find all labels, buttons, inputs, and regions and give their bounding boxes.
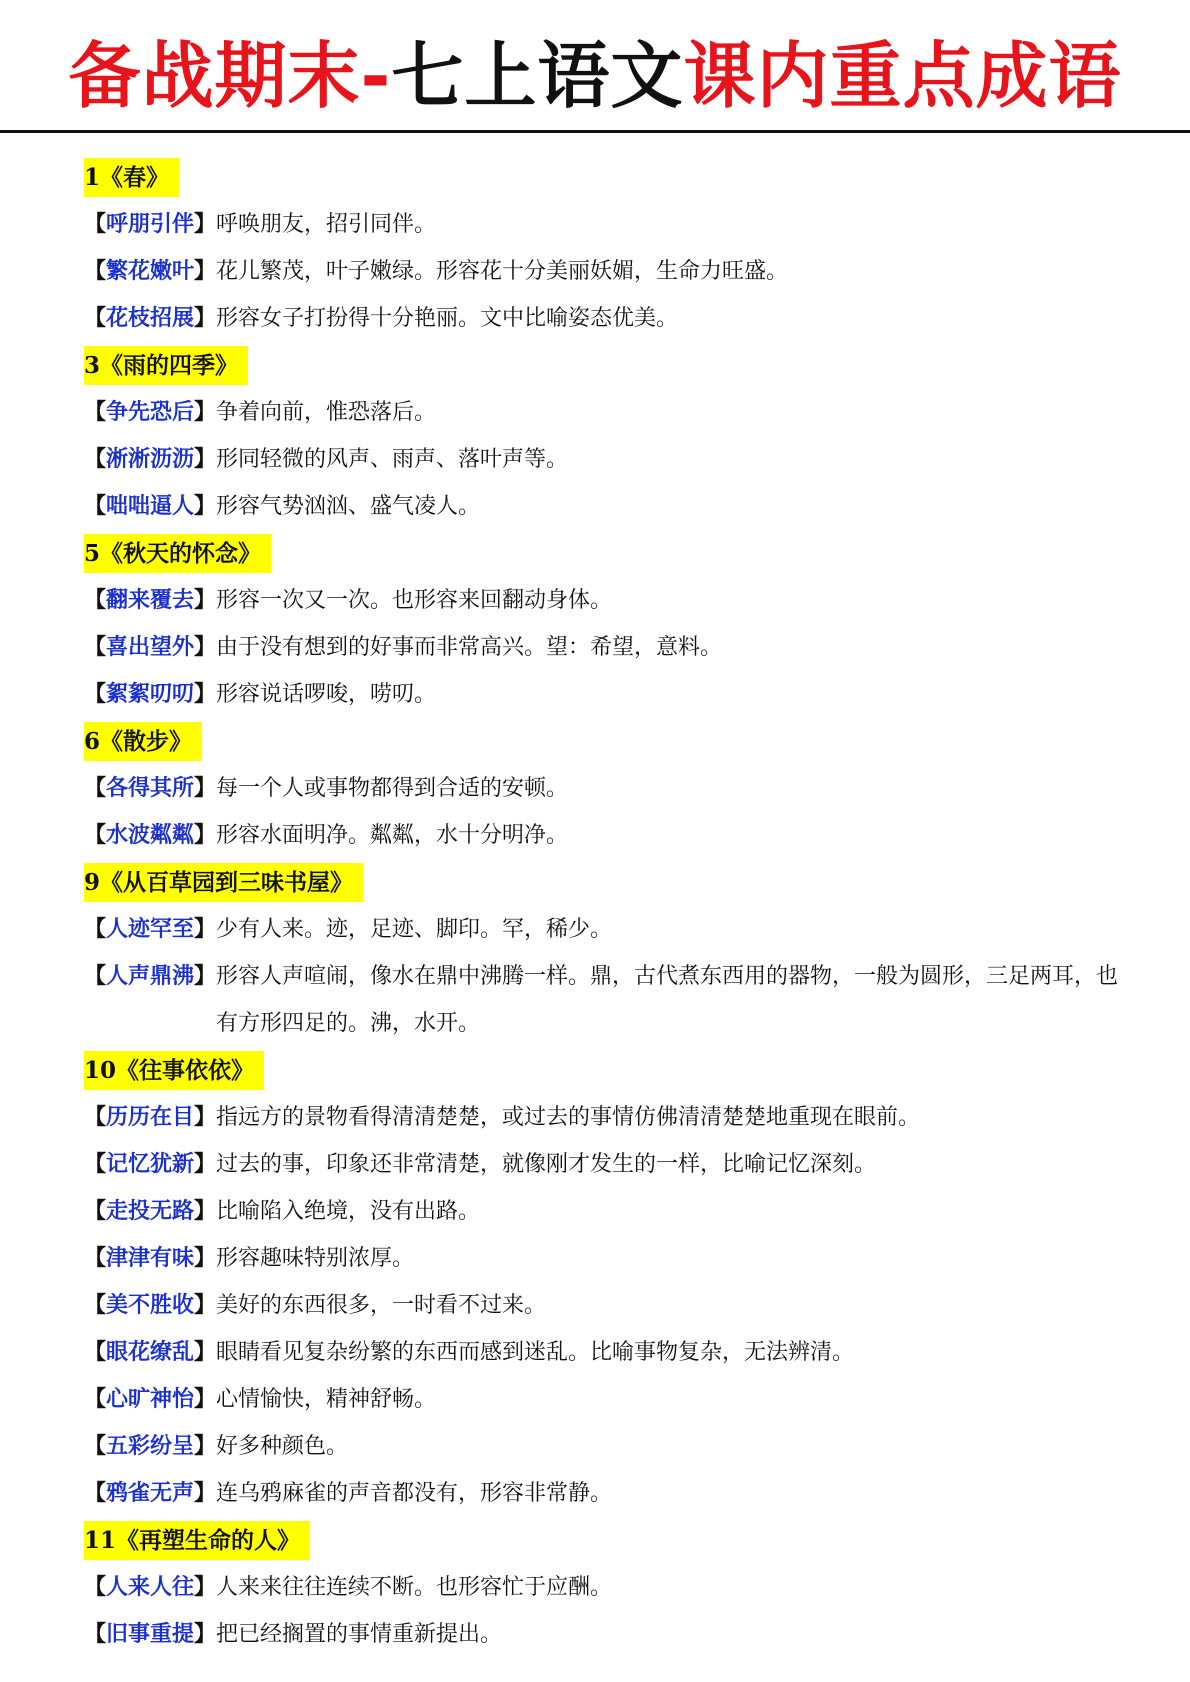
lesson-heading-label: 11《再塑生命的人》 [84, 1521, 310, 1560]
idiom-entry [84, 1235, 1124, 1282]
idiom-entry [84, 436, 1124, 483]
idiom-entry [84, 1282, 1124, 1329]
idiom-term [84, 1376, 216, 1423]
right-bracket: 】 [194, 1481, 217, 1506]
idiom-definition: 少有人来。迹，足迹、脚印。罕，稀少。 [216, 917, 613, 942]
idiom-definition: 形容气势汹汹、盛气凌人。 [216, 494, 481, 519]
left-bracket: 【 [84, 494, 107, 519]
lesson-heading [84, 342, 1124, 389]
idiom-definition: 把已经搁置的事情重新提出。 [216, 1622, 503, 1647]
right-bracket: 】 [194, 1575, 217, 1600]
idiom-term [84, 1423, 216, 1470]
left-bracket: 【 [84, 964, 107, 989]
idiom-term [84, 1564, 216, 1611]
lesson-heading-label: 5《秋天的怀念》 [84, 534, 271, 573]
idiom-word: 繁花嫩叶 [106, 259, 195, 284]
idiom-definition: 花儿繁茂，叶子嫩绿。形容花十分美丽妖媚，生命力旺盛。 [216, 259, 789, 284]
left-bracket: 【 [84, 1105, 107, 1130]
idiom-definition: 争着向前，惟恐落后。 [216, 400, 437, 425]
idiom-definition: 形容水面明净。粼粼，水十分明净。 [216, 823, 569, 848]
idiom-term [84, 1611, 216, 1658]
idiom-term [84, 906, 216, 953]
right-bracket: 】 [194, 964, 217, 989]
left-bracket: 【 [84, 1293, 107, 1318]
left-bracket: 【 [84, 1152, 107, 1177]
idiom-entry [84, 671, 1124, 718]
lesson-heading-label: 10《往事依依》 [84, 1051, 264, 1090]
idiom-entry [84, 483, 1124, 530]
right-bracket: 】 [194, 588, 217, 613]
idiom-entry [84, 389, 1124, 436]
idiom-term [84, 1094, 216, 1141]
idiom-entry [84, 1376, 1124, 1423]
idiom-entry [84, 765, 1124, 812]
title-part-1: 备战期末- [68, 34, 392, 118]
idiom-term [84, 671, 216, 718]
idiom-word: 美不胜收 [106, 1293, 195, 1318]
idiom-term [84, 765, 216, 812]
idiom-word: 五彩纷呈 [106, 1434, 195, 1459]
idiom-term [84, 577, 216, 624]
idiom-word: 心旷神怡 [106, 1387, 195, 1412]
left-bracket: 【 [84, 400, 107, 425]
idiom-word: 人迹罕至 [106, 917, 195, 942]
idiom-entry [84, 1564, 1124, 1611]
idiom-word: 人声鼎沸 [106, 964, 195, 989]
idiom-term [84, 1235, 216, 1282]
idiom-entry [84, 953, 1124, 1047]
left-bracket: 【 [84, 1575, 107, 1600]
idiom-term [84, 483, 216, 530]
idiom-list [84, 154, 1124, 1658]
idiom-definition: 形容说话啰唆，唠叨。 [216, 682, 437, 707]
idiom-entry [84, 577, 1124, 624]
idiom-entry [84, 201, 1124, 248]
left-bracket: 【 [84, 447, 107, 472]
idiom-term [84, 201, 216, 248]
idiom-term [84, 248, 216, 295]
idiom-entry [84, 906, 1124, 953]
left-bracket: 【 [84, 682, 107, 707]
idiom-definition: 好多种颜色。 [216, 1434, 349, 1459]
idiom-word: 津津有味 [106, 1246, 195, 1271]
idiom-word: 淅淅沥沥 [106, 447, 195, 472]
right-bracket: 】 [194, 776, 217, 801]
idiom-entry [84, 1423, 1124, 1470]
idiom-word: 絮絮叨叨 [106, 682, 195, 707]
right-bracket: 】 [194, 400, 217, 425]
idiom-definition: 形容一次又一次。也形容来回翻动身体。 [216, 588, 613, 613]
idiom-word: 呼朋引伴 [106, 212, 195, 237]
idiom-term [84, 812, 216, 859]
idiom-term [84, 1141, 216, 1188]
left-bracket: 【 [84, 306, 107, 331]
right-bracket: 】 [194, 1246, 217, 1271]
lesson-heading [84, 718, 1124, 765]
idiom-word: 水波粼粼 [106, 823, 195, 848]
left-bracket: 【 [84, 917, 107, 942]
left-bracket: 【 [84, 1434, 107, 1459]
right-bracket: 】 [194, 635, 217, 660]
right-bracket: 】 [194, 447, 217, 472]
lesson-heading-label: 3《雨的四季》 [84, 346, 248, 385]
idiom-term [84, 1470, 216, 1517]
idiom-definition: 比喻陷入绝境，没有出路。 [216, 1199, 481, 1224]
idiom-term [84, 1188, 216, 1235]
idiom-definition: 形容人声喧闹，像水在鼎中沸腾一样。鼎，古代煮东西用的器物，一般为圆形，三足两耳，也有方形四足的。沸，水开。 [216, 964, 1119, 1036]
idiom-entry [84, 248, 1124, 295]
idiom-entry [84, 1329, 1124, 1376]
right-bracket: 】 [194, 917, 217, 942]
idiom-word: 历历在目 [106, 1105, 195, 1130]
right-bracket: 】 [194, 1105, 217, 1130]
title-part-2: 七上语文 [391, 34, 684, 118]
lesson-heading [84, 1517, 1124, 1564]
idiom-definition: 形容趣味特别浓厚。 [216, 1246, 415, 1271]
idiom-term [84, 436, 216, 483]
idiom-definition: 指远方的景物看得清清楚楚，或过去的事情仿佛清清楚楚地重现在眼前。 [216, 1105, 921, 1130]
left-bracket: 【 [84, 1199, 107, 1224]
left-bracket: 【 [84, 259, 107, 284]
left-bracket: 【 [84, 1246, 107, 1271]
idiom-word: 争先恐后 [106, 400, 195, 425]
idiom-definition: 美好的东西很多，一时看不过来。 [216, 1293, 547, 1318]
lesson-heading-label: 1《春》 [84, 158, 179, 197]
idiom-word: 各得其所 [106, 776, 195, 801]
right-bracket: 】 [194, 1152, 217, 1177]
idiom-entry [84, 812, 1124, 859]
right-bracket: 】 [194, 682, 217, 707]
right-bracket: 】 [194, 1387, 217, 1412]
left-bracket: 【 [84, 1622, 107, 1647]
right-bracket: 】 [194, 1622, 217, 1647]
idiom-definition: 人来来往往连续不断。也形容忙于应酬。 [216, 1575, 613, 1600]
left-bracket: 【 [84, 776, 107, 801]
lesson-heading [84, 530, 1124, 577]
right-bracket: 】 [194, 1434, 217, 1459]
right-bracket: 】 [194, 494, 217, 519]
idiom-entry [84, 1611, 1124, 1658]
idiom-entry [84, 1094, 1124, 1141]
idiom-definition: 呼唤朋友，招引同伴。 [216, 212, 437, 237]
idiom-entry [84, 1470, 1124, 1517]
idiom-word: 走投无路 [106, 1199, 195, 1224]
lesson-heading [84, 154, 1124, 201]
idiom-definition: 眼睛看见复杂纷繁的东西而感到迷乱。比喻事物复杂，无法辨清。 [216, 1340, 855, 1365]
idiom-term [84, 389, 216, 436]
idiom-entry [84, 1141, 1124, 1188]
idiom-entry [84, 295, 1124, 342]
idiom-word: 翻来覆去 [106, 588, 195, 613]
idiom-term [84, 1329, 216, 1376]
left-bracket: 【 [84, 588, 107, 613]
title-part-3: 课内重点成语 [683, 34, 1122, 118]
idiom-term [84, 624, 216, 671]
right-bracket: 】 [194, 212, 217, 237]
idiom-definition: 每一个人或事物都得到合适的安顿。 [216, 776, 569, 801]
idiom-entry [84, 1188, 1124, 1235]
idiom-word: 眼花缭乱 [106, 1340, 195, 1365]
lesson-heading [84, 1047, 1124, 1094]
idiom-word: 花枝招展 [106, 306, 195, 331]
lesson-heading-label: 9《从百草园到三味书屋》 [84, 863, 363, 902]
idiom-word: 鸦雀无声 [106, 1481, 195, 1506]
idiom-definition: 形容女子打扮得十分艳丽。文中比喻姿态优美。 [216, 306, 679, 331]
idiom-definition: 连乌鸦麻雀的声音都没有，形容非常静。 [216, 1481, 613, 1506]
left-bracket: 【 [84, 635, 107, 660]
right-bracket: 】 [194, 823, 217, 848]
left-bracket: 【 [84, 1481, 107, 1506]
idiom-term [84, 1282, 216, 1329]
idiom-entry [84, 624, 1124, 671]
idiom-word: 人来人往 [106, 1575, 195, 1600]
title-divider [0, 130, 1190, 133]
idiom-term [84, 953, 216, 1047]
idiom-definition: 心情愉快，精神舒畅。 [216, 1387, 437, 1412]
idiom-term [84, 295, 216, 342]
right-bracket: 】 [194, 259, 217, 284]
idiom-word: 记忆犹新 [106, 1152, 195, 1177]
idiom-definition: 形同轻微的风声、雨声、落叶声等。 [216, 447, 569, 472]
lesson-heading [84, 859, 1124, 906]
right-bracket: 】 [194, 1199, 217, 1224]
idiom-word: 咄咄逼人 [106, 494, 195, 519]
left-bracket: 【 [84, 823, 107, 848]
idiom-definition: 由于没有想到的好事而非常高兴。望：希望，意料。 [216, 635, 723, 660]
idiom-word: 旧事重提 [106, 1622, 195, 1647]
idiom-definition: 过去的事，印象还非常清楚，就像刚才发生的一样，比喻记忆深刻。 [216, 1152, 877, 1177]
right-bracket: 】 [194, 1293, 217, 1318]
idiom-word: 喜出望外 [106, 635, 195, 660]
left-bracket: 【 [84, 1387, 107, 1412]
left-bracket: 【 [84, 1340, 107, 1365]
page-title [0, 28, 1190, 124]
right-bracket: 】 [194, 1340, 217, 1365]
left-bracket: 【 [84, 212, 107, 237]
right-bracket: 】 [194, 306, 217, 331]
lesson-heading-label: 6《散步》 [84, 722, 202, 761]
